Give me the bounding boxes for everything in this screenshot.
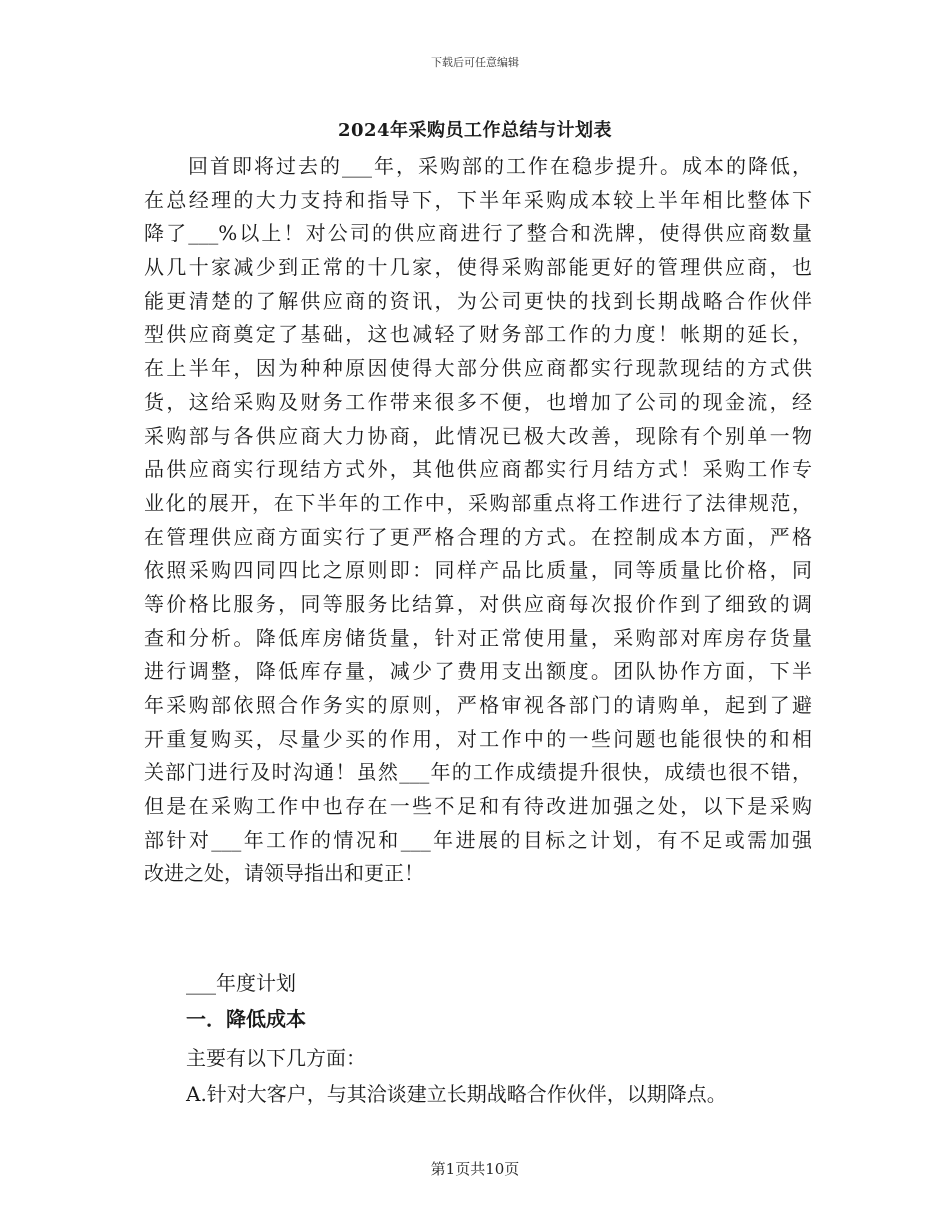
- list-item-a: A.针对大客户，与其洽谈建立长期战略合作伙伴，以期降点。: [186, 1082, 727, 1106]
- paragraph-line: 关部门进行及时沟通！虽然___年的工作成绩提升很快，成绩也很不错，: [144, 760, 812, 785]
- paragraph-line: 能更清楚的了解供应商的资讯，为公司更快的找到长期战略合作伙伴: [144, 288, 812, 313]
- paragraph-line: 年采购部依照合作务实的原则，严格审视各部门的请购单，起到了避: [144, 693, 812, 717]
- paragraph-line: 开重复购买，尽量少买的作用，对工作中的一些问题也能很快的和相: [144, 726, 812, 751]
- section-heading-reduce-cost: 一．降低成本: [186, 1007, 306, 1031]
- paragraph-line: 品供应商实行现结方式外，其他供应商都实行月结方式！采购工作专: [144, 457, 812, 482]
- paragraph-line: 业化的展开，在下半年的工作中，采购部重点将工作进行了法律规范，: [144, 490, 812, 515]
- paragraph-line: 进行调整，降低库存量，减少了费用支出额度。团队协作方面，下半: [144, 659, 812, 684]
- paragraph-line: 查和分析。降低库房储货量，针对正常使用量，采购部对库房存货量: [144, 625, 812, 650]
- paragraph-line: 降了___%以上！对公司的供应商进行了整合和洗牌，使得供应商数量: [144, 221, 812, 246]
- paragraph-line: 从几十家减少到正常的十几家，使得采购部能更好的管理供应商，也: [144, 255, 812, 280]
- paragraph-line: 改进之处，请领导指出和更正！: [144, 861, 424, 886]
- paragraph-line: 在总经理的大力支持和指导下，下半年采购成本较上半年相比整体下: [144, 187, 812, 212]
- paragraph-line: 等价格比服务，同等服务比结算，对供应商每次报价作到了细致的调: [144, 591, 812, 616]
- paragraph-line: 采购部与各供应商大力协商，此情况已极大改善，现除有个别单一物: [144, 423, 812, 448]
- section-intro: 主要有以下几方面：: [186, 1046, 366, 1070]
- paragraph-line: 型供应商奠定了基础，这也减轻了财务部工作的力度！帐期的延长，: [144, 322, 812, 347]
- page-number: 第1页共10页: [430, 1160, 520, 1178]
- plan-heading: ___年度计划: [186, 971, 296, 995]
- paragraph-line: 货，这给采购及财务工作带来很多不便，也增加了公司的现金流，经: [144, 389, 812, 414]
- paragraph-line: 在上半年，因为种种原因使得大部分供应商都实行现款现结的方式供: [144, 356, 812, 381]
- document-title: 2024年采购员工作总结与计划表: [337, 120, 613, 141]
- paragraph-line: 回首即将过去的___年，采购部的工作在稳步提升。成本的降低，: [188, 154, 812, 178]
- paragraph-line: 依照采购四同四比之原则即：同样产品比质量，同等质量比价格，同: [144, 558, 812, 583]
- paragraph-line: 但是在采购工作中也存在一些不足和有待改进加强之处，以下是采购: [144, 794, 812, 819]
- paragraph-line: 在管理供应商方面实行了更严格合理的方式。在控制成本方面，严格: [144, 524, 812, 549]
- paragraph-line: 部针对___年工作的情况和___年进展的目标之计划，有不足或需加强: [144, 827, 812, 852]
- page-header-note: 下载后可任意编辑: [431, 56, 519, 69]
- summary-paragraph: [144, 150, 812, 891]
